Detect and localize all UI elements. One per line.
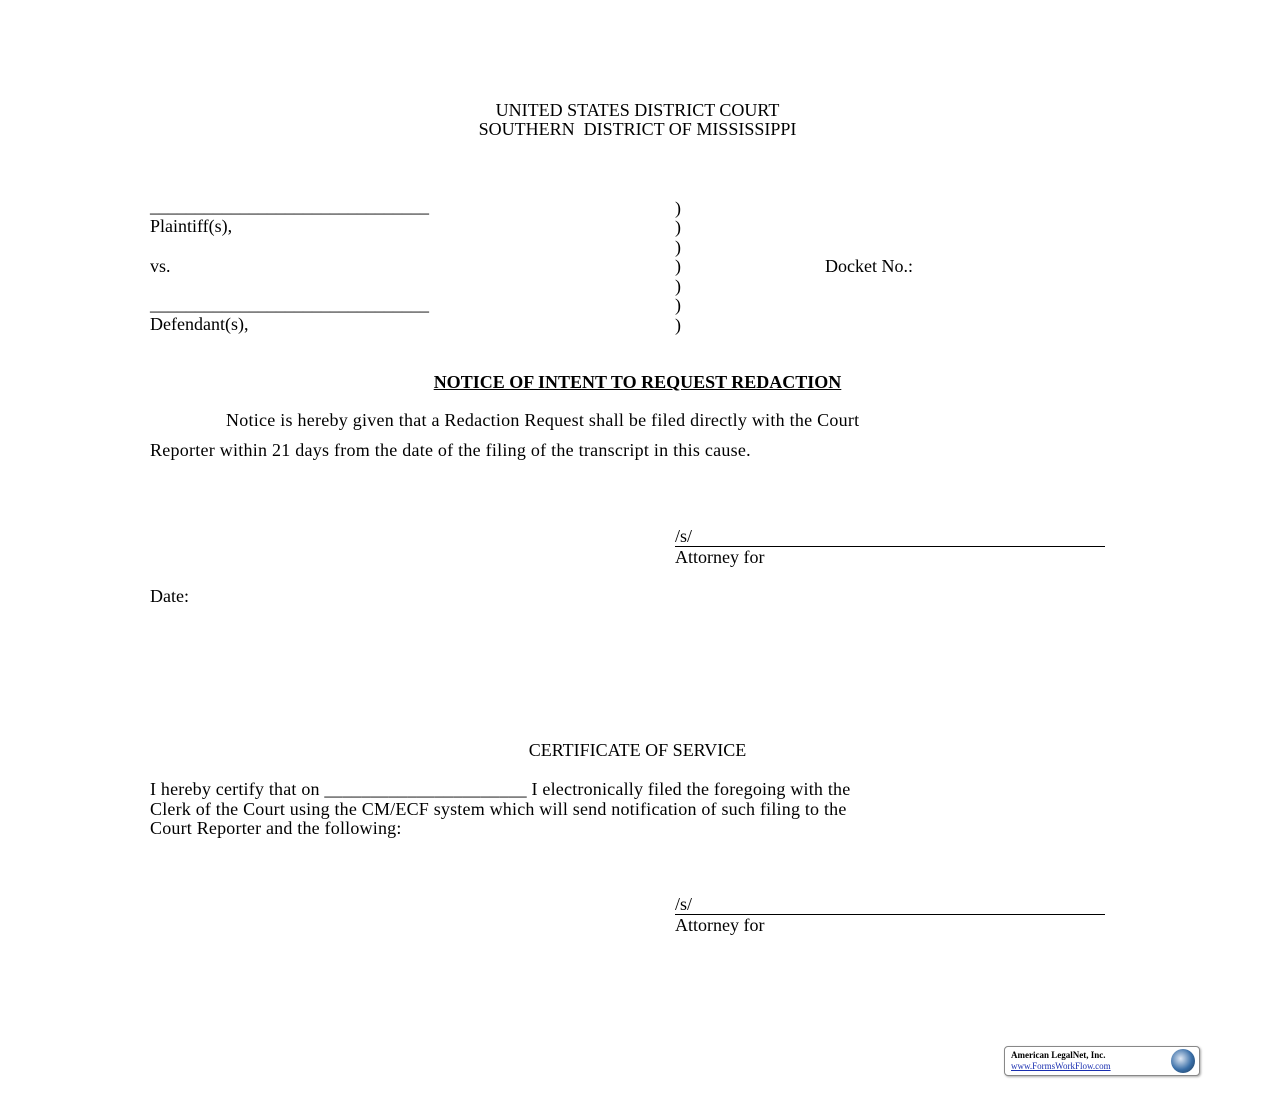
- notice-title: NOTICE OF INTENT TO REQUEST REDACTION: [433, 372, 842, 392]
- date-label: Date:: [150, 586, 189, 606]
- notice-line-1: Notice is hereby given that a Redaction Request shall be filed directly with the Court: [226, 410, 860, 430]
- certificate-title: CERTIFICATE OF SERVICE: [528, 740, 747, 760]
- caption-paren: ): [675, 237, 681, 257]
- defendant-label: Defendant(s),: [150, 314, 249, 334]
- signature-prefix: /s/: [675, 526, 693, 546]
- district-name: SOUTHERN DISTRICT OF MISSISSIPPI: [478, 119, 797, 139]
- caption-paren: ): [675, 198, 681, 218]
- certificate-signature-line: [675, 894, 1105, 915]
- court-name: UNITED STATES DISTRICT COURT: [495, 100, 780, 120]
- plaintiff-label: Plaintiff(s),: [150, 216, 233, 236]
- caption-paren: ): [675, 315, 681, 335]
- notice-line-2: Reporter within 21 days from the date of the filing of the transcript in this cause.: [150, 440, 751, 460]
- plaintiff-blank: _______________________________: [150, 196, 429, 216]
- caption-paren: ): [675, 295, 681, 315]
- caption-paren: ): [675, 217, 681, 237]
- caption-paren: ): [675, 256, 681, 276]
- logo-company-name: American LegalNet, Inc.: [1011, 1050, 1106, 1060]
- certificate-line-2: Clerk of the Court using the CM/ECF system which will send notification of such filing to the: [150, 799, 847, 819]
- legalnet-logo[interactable]: [1004, 1046, 1200, 1076]
- certificate-line-3: Court Reporter and the following:: [150, 818, 402, 838]
- certificate-attorney-for-label: Attorney for: [675, 915, 765, 935]
- vs-label: vs.: [150, 256, 171, 276]
- signature-line: [675, 526, 1105, 547]
- docket-label: Docket No.:: [825, 256, 913, 276]
- signature-prefix: /s/: [675, 894, 693, 914]
- attorney-for-label: Attorney for: [675, 547, 765, 567]
- defendant-blank: _______________________________: [150, 294, 429, 314]
- caption-paren: ): [675, 276, 681, 296]
- logo-url-link[interactable]: www.FormsWorkFlow.com: [1011, 1061, 1111, 1071]
- certificate-line-1: I hereby certify that on ______________________ I electronically filed the foregoing with the: [150, 779, 851, 799]
- globe-icon: [1171, 1049, 1195, 1073]
